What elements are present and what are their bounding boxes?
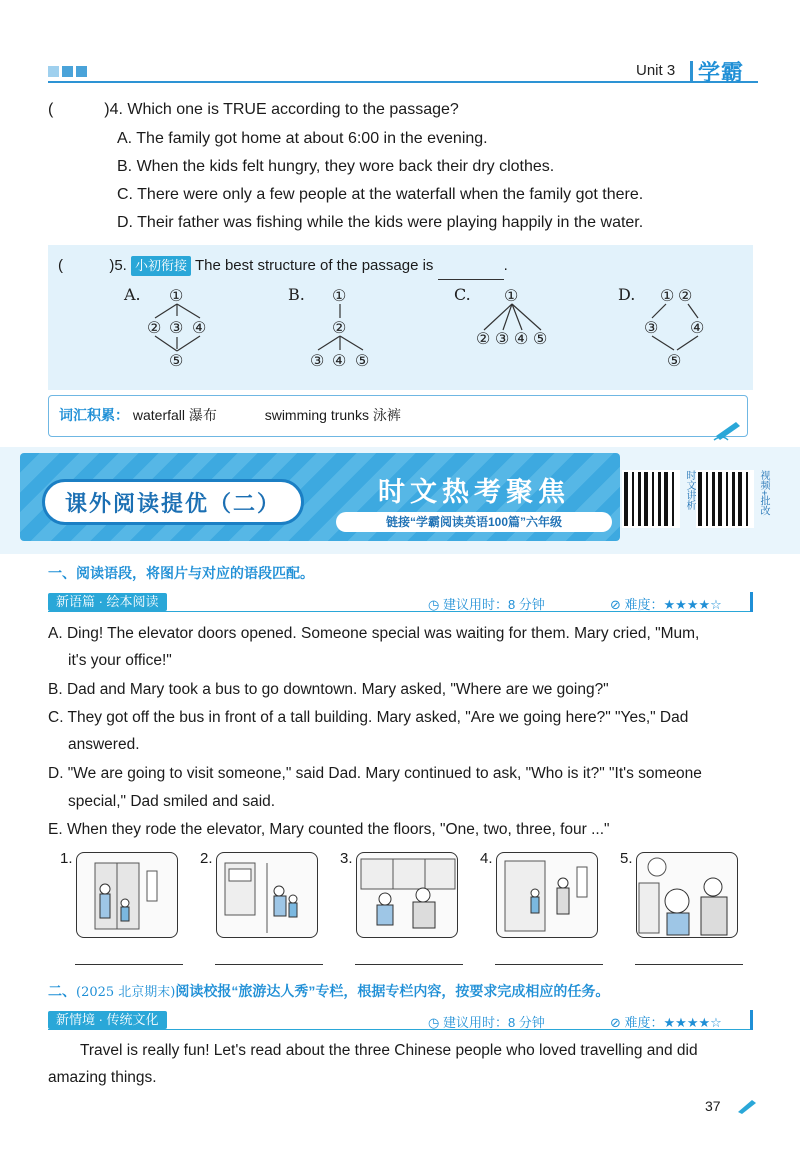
option-d-label: D. xyxy=(618,285,636,304)
q4-option-b: B. When the kids felt hungry, they wore back their dry clothes. xyxy=(117,158,555,175)
qr-label-2: 视频+批改 xyxy=(758,470,769,516)
picture-5 xyxy=(636,852,738,938)
paragraph-c-line-1: C. They got off the bus in front of a tall building. Mary asked, "Are we going here?" "Yes," Dad xyxy=(48,709,689,726)
qr-label-1: 时文讲析 xyxy=(684,470,695,510)
paragraph-a-line-1: A. Ding! The elevator doors opened. Someone special was waiting for them. Mary cried, "Mum, xyxy=(48,625,700,642)
paragraph-e-line-1: E. When they rode the elevator, Mary counted the floors, "One, two, three, four ..." xyxy=(48,821,610,838)
picture-number-2: 2. xyxy=(200,850,213,867)
brand-logo: 学霸 xyxy=(698,60,745,85)
difficulty-text: 难度：★★★★☆ xyxy=(624,597,722,612)
picture-number-1: 1. xyxy=(60,850,73,867)
edge xyxy=(177,304,200,318)
difficulty-text: 难度：★★★★☆ xyxy=(624,1015,722,1030)
answer-paren-close: ) xyxy=(109,257,115,274)
edge xyxy=(340,336,363,350)
qr-code-icon[interactable] xyxy=(696,470,754,528)
option-b-label: B. xyxy=(288,285,305,304)
unit-label: Unit 3 xyxy=(636,62,676,79)
answer-line-2[interactable] xyxy=(215,964,323,965)
clock-icon: ◷ xyxy=(428,597,440,612)
vocabulary-content xyxy=(59,405,401,425)
vocab-meaning-1: 瀑布 xyxy=(188,407,217,423)
node-4: ④ xyxy=(690,318,705,337)
node-1: ① xyxy=(660,286,675,305)
check-icon: ⊘ xyxy=(610,1015,621,1030)
vocab-word-2: swimming trunks xyxy=(264,407,369,423)
edge xyxy=(155,336,177,351)
paragraph-d-line-2: special," Dad smiled and said. xyxy=(68,793,276,810)
node-3: ③ xyxy=(495,329,510,348)
page-number: 37 xyxy=(705,1098,721,1114)
qr-code-icon[interactable] xyxy=(622,470,680,528)
paragraph-b-line-1: B. Dad and Mary took a bus to go downtown. Mary asked, "Where are we going?" xyxy=(48,681,609,698)
answer-line-4[interactable] xyxy=(495,964,603,965)
question-5-stem: The best structure of the passage is xyxy=(194,257,434,274)
question-4 xyxy=(48,96,459,124)
node-1: ① xyxy=(504,286,519,305)
section-1-tag: 新语篇 · 绘本阅读 xyxy=(48,593,167,611)
edge xyxy=(177,336,200,351)
section-2-end-bar xyxy=(750,1010,753,1030)
banner-subtitle: 链接“学霸阅读英语100篇”六年级 xyxy=(336,512,612,532)
vocab-meaning-2: 泳裤 xyxy=(372,407,401,423)
time-text: 建议用时：8 分钟 xyxy=(442,1015,545,1030)
clock-icon: ◷ xyxy=(428,1015,440,1030)
answer-paren-open: ( xyxy=(48,101,54,118)
option-a-label: A. xyxy=(124,285,141,304)
edge xyxy=(677,336,698,350)
intro-line-2: amazing things. xyxy=(48,1069,157,1086)
node-5: ⑤ xyxy=(355,351,370,370)
answer-line-3[interactable] xyxy=(355,964,463,965)
answer-line-5[interactable] xyxy=(635,964,743,965)
picture-4 xyxy=(496,852,598,938)
q4-option-c: C. There were only a few people at the waterfall when the family got there. xyxy=(117,186,644,203)
section-2-tag: 新情境 · 传统文化 xyxy=(48,1011,167,1029)
section-2-title-text: 阅读校报“旅游达人秀”专栏，根据专栏内容，按要求完成相应的任务。 xyxy=(175,983,610,999)
intro-line-1: Travel is really fun! Let's read about the three Chinese people who loved travelling and did xyxy=(80,1042,698,1059)
node-3: ③ xyxy=(644,318,659,337)
node-1: ① xyxy=(332,286,347,305)
header-divider xyxy=(690,61,693,81)
node-3: ③ xyxy=(310,351,325,370)
edge xyxy=(688,304,698,318)
pencil-icon xyxy=(736,1098,758,1114)
section-1-difficulty xyxy=(610,594,722,613)
node-4: ④ xyxy=(514,329,529,348)
section-1-end-bar xyxy=(750,592,753,612)
header-decoration xyxy=(48,66,87,77)
node-5: ⑤ xyxy=(169,351,184,370)
paragraph-a-line-2: it's your office!" xyxy=(68,652,172,669)
node-4: ④ xyxy=(192,318,207,337)
node-3: ③ xyxy=(169,318,184,337)
answer-paren-open: ( xyxy=(58,257,63,274)
node-5: ⑤ xyxy=(667,351,682,370)
section-1-time xyxy=(428,594,545,613)
question-5 xyxy=(58,252,508,280)
edge xyxy=(155,304,177,318)
vocabulary-box xyxy=(48,395,748,437)
picture-number-3: 3. xyxy=(340,850,353,867)
node-2: ② xyxy=(476,329,491,348)
vocab-word-1: waterfall xyxy=(132,407,186,423)
option-c-label: C. xyxy=(454,285,471,304)
node-5: ⑤ xyxy=(533,329,548,348)
section-2-time xyxy=(428,1012,545,1031)
bridge-tag: 小初衔接 xyxy=(131,256,191,276)
picture-number-4: 4. xyxy=(480,850,493,867)
edge xyxy=(652,304,666,318)
edge xyxy=(652,336,674,350)
picture-number-5: 5. xyxy=(620,850,633,867)
structure-diagrams xyxy=(120,284,760,374)
check-icon: ⊘ xyxy=(610,597,621,612)
node-2: ② xyxy=(678,286,693,305)
banner-title: 时文热考聚焦 xyxy=(378,477,570,507)
q4-option-d: D. Their father was fishing while the kids were playing happily in the water. xyxy=(117,214,644,231)
paragraph-d-line-1: D. "We are going to visit someone," said Dad. Mary continued to ask, "Who is it?" "It's someone xyxy=(48,765,702,782)
picture-2 xyxy=(216,852,318,938)
q4-option-a: A. The family got home at about 6:00 in the evening. xyxy=(117,130,488,147)
node-2: ② xyxy=(147,318,162,337)
question-4-stem: 4. Which one is TRUE according to the passage? xyxy=(109,101,459,118)
picture-1 xyxy=(76,852,178,938)
section-2-source: (2025 北京期末) xyxy=(76,985,176,1000)
node-1: ① xyxy=(169,286,184,305)
section-1-title: 一、阅读语段，将图片与对应的语段匹配。 xyxy=(48,565,314,581)
header-rule xyxy=(48,81,758,83)
time-text: 建议用时：8 分钟 xyxy=(442,597,545,612)
answer-line-1[interactable] xyxy=(75,964,183,965)
paragraph-c-line-2: answered. xyxy=(68,736,140,753)
edge xyxy=(318,336,340,350)
section-2-number: 二、 xyxy=(48,983,76,999)
node-4: ④ xyxy=(332,351,347,370)
banner-pill-title: 课外阅读提优（二） xyxy=(42,479,304,525)
section-2-difficulty xyxy=(610,1012,722,1031)
node-2: ② xyxy=(332,318,347,337)
answer-paren-close: ) xyxy=(104,101,110,118)
period: . xyxy=(503,257,508,274)
fill-blank[interactable] xyxy=(438,264,504,280)
edge xyxy=(512,304,541,330)
question-5-number: 5. xyxy=(114,257,127,274)
picture-3 xyxy=(356,852,458,938)
section-2-title xyxy=(48,981,609,1001)
pen-icon xyxy=(712,418,748,442)
vocabulary-label: 词汇积累： xyxy=(59,407,129,423)
